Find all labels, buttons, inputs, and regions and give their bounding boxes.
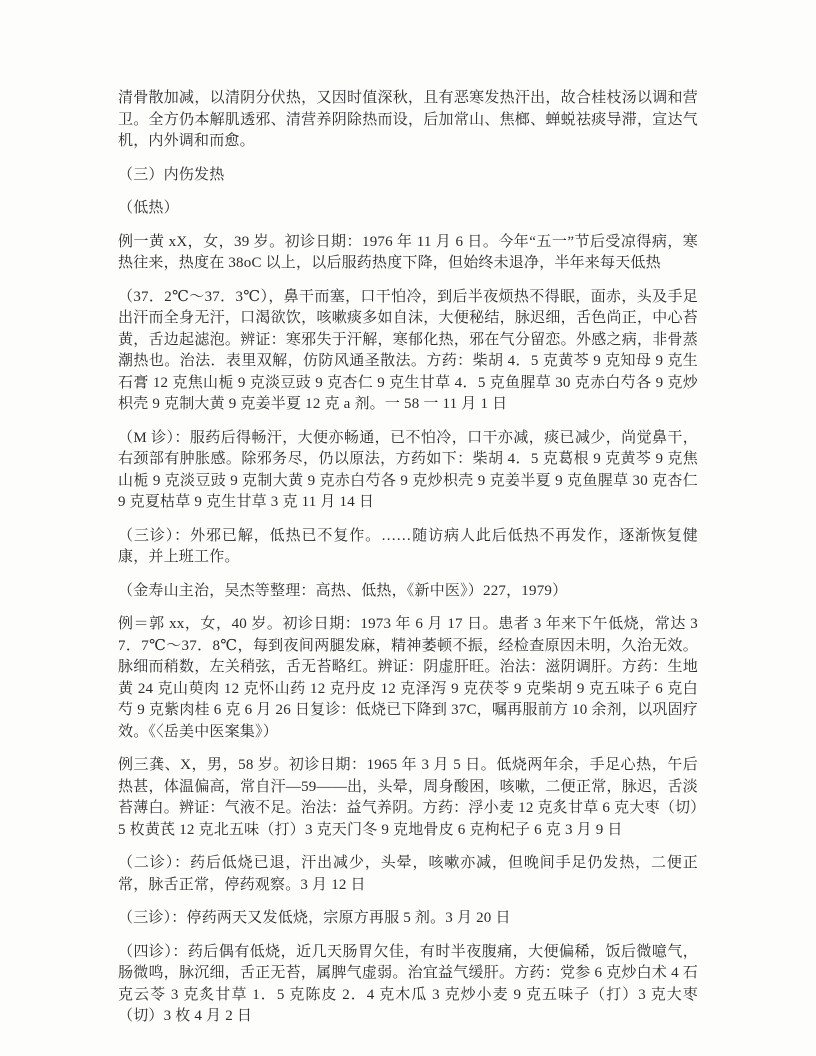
subsection-heading: （低热） [118, 200, 179, 216]
body-paragraph: 清骨散加减，以清阴分伏热，又因时值深秋，且有恶寒发热汗出，故合桂枝汤以调和营卫。全方仍本解肌透邪、清营养阴除热而设，后加常山、焦榔、蝉蜕祛痰导滞，宣达气机，内外调和而愈。 [118, 90, 698, 149]
body-paragraph: 例一黄 xX，女，39 岁。初诊日期：1976 年 11 月 6 日。今年“五一”节后受凉得病，寒热往来，热度在 38oC 以上，以后服药热度下降，但始终未退净，半年来每天低热 [118, 233, 698, 271]
body-paragraph: （M 诊）：服药后得畅汗，大便亦畅通，已不怕冷，口干亦减，痰已减少，尚觉鼻干，右颈部有肿胀感。除邪务尽，仍以原法，方药如下：柴胡 4．5 克葛根 9 克黄芩 9 克焦山栀 9 克淡豆豉 9 克制大黄 9 克赤白芍各 9 克炒枳壳 9 克姜半夏 9 克鱼腥草 30 克杏仁 9 克夏枯草 9 克生甘草 3 克 11 月 14 日 [118, 429, 698, 510]
citation-paragraph: （金寿山主治，吴杰等整理：高热、低热，《新中医》）227，1979） [118, 582, 568, 599]
body-paragraph: 例三龚、X，男，58 岁。初诊日期：1965 年 3 月 5 日。低烧两年余，手足心热，午后热甚，体温偏高，常自汗—59——出，头晕，周身酸困，咳嗽，二便正常，脉迟，舌淡苔薄白。辨证：气液不足。治法：益气养阴。方药：浮小麦 12 克炙甘草 6 克大枣（切）5 枚黄芪 12 克北五味（打）3 克天门冬 9 克地骨皮 6 克枸杞子 6 克 3 月 9 日 [118, 757, 698, 838]
section-heading: （三）内伤发热 [118, 166, 225, 183]
document-content [118, 88, 698, 1040]
body-paragraph: （37．2℃～37．3℃），鼻干而塞，口干怕冷，到后半夜烦热不得眠，面赤，头及手足出汗而全身无汗，口渴欲饮，咳嗽痰多如自沫，大便秘结，脉迟细，舌色尚正，中心苔黄，舌边起滤泡。辨证：寒邪失于汗解，寒郁化热，邪在气分留恋。外感之病，非骨蒸潮热也。治法．表里双解，仿防风通圣散法。方药：柴胡 4．5 克黄芩 9 克知母 9 克生石膏 12 克焦山栀 9 克淡豆豉 9 克杏仁 9 克生甘草 4．5 克鱼腥草 30 克赤白芍各 9 克炒枳壳 9 克制大黄 9 克姜半夏 12 克 a 剂。一 58 一 11 月 1 日 [118, 288, 698, 412]
body-paragraph: （二诊）：药后低烧已退，汗出减少，头晕，咳嗽亦减，但晚间手足仍发热，二便正常，脉舌正常，停药观察。3 月 12 日 [118, 855, 698, 893]
body-paragraph: 例＝郭 xx，女，40 岁。初诊日期：1973 年 6 月 17 日。患者 3 年来下午低烧，常达 37．7℃～37．8℃，每到夜间两腿发麻，精神萎顿不振，经检查原因未明，久治无效。脉细而稍数，左关稍弦，舌无苔略红。辨证：阴虚肝旺。治法：滋阴调肝。方药：生地黄 24 克山萸肉 12 克怀山药 12 克丹皮 12 克泽泻 9 克茯苓 9 克柴胡 9 克五味子 6 克白芍 9 克紫肉桂 6 克 6 月 26 日复诊：低烧已下降到 37C，嘱再服前方 10 余剂，以巩固疗效。《〈岳美中医案集》） [118, 616, 698, 740]
body-paragraph: （三诊）：外邪已解，低热已不复作。……随访病人此后低热不再发作，逐渐恢复健康，并上班工作。 [118, 527, 698, 565]
body-paragraph: （四诊）：药后偶有低烧，近几天肠胃欠佳，有时半夜腹痛，大便偏稀，饭后微噫气，肠微鸣，脉沉细，舌正无苔，属脾气虚弱。治宜益气缓肝。方药：党参 6 克炒白术 4 石克云苓 3 克炙甘草 1．5 克陈皮 2．4 克木瓜 3 克炒小麦 9 克五味子（打）3 克大枣（切）3 枚 4 月 2 日 [118, 943, 698, 1024]
body-paragraph: （三诊）：停药两天又发低烧，宗原方再服 5 剂。3 月 20 日 [118, 910, 511, 926]
